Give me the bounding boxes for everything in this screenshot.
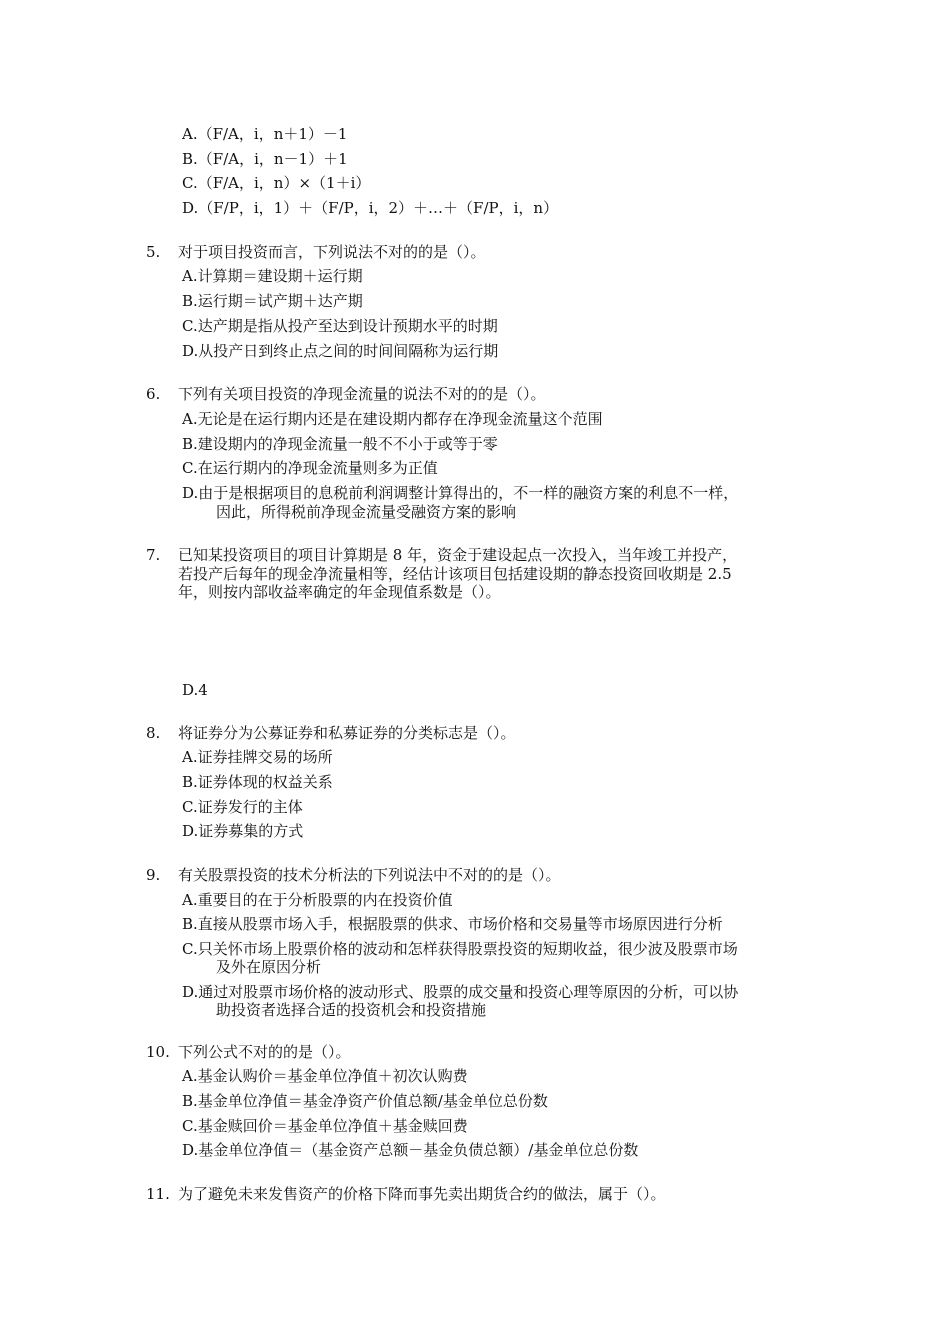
q6-option-d: D.由于是根据项目的息税前利润调整计算得出的，不一样的融资方案的利息不一样， — [182, 484, 739, 502]
q7-option-d: D.4 — [182, 681, 208, 699]
q7-text-line-3: 年，则按内部收益率确定的年金现值系数是（）。 — [178, 583, 501, 601]
q6-option-b: B.建设期内的净现金流量一般不不小于或等于零 — [182, 435, 498, 453]
q10-option-d: D.基金单位净值＝（基金资产总额－基金负债总额）/基金单位总份数 — [182, 1141, 639, 1159]
q8-option-b: B.证券体现的权益关系 — [182, 773, 333, 791]
q9-option-d-continuation: 助投资者选择合适的投资机会和投资措施 — [216, 1001, 487, 1019]
q5-option-b: B.运行期＝试产期＋达产期 — [182, 292, 363, 310]
q8-option-a: A.证券挂牌交易的场所 — [182, 748, 333, 766]
q6-option-d-continuation: 因此，所得税前净现金流量受融资方案的影响 — [216, 503, 517, 521]
q6-text: 下列有关项目投资的净现金流量的说法不对的的是（）。 — [178, 385, 546, 403]
q8-number: 8. — [146, 724, 161, 742]
q6-option-c: C.在运行期内的净现金流量则多为正值 — [182, 459, 438, 477]
q10-text: 下列公式不对的的是（）。 — [178, 1043, 351, 1061]
q10-number: 10. — [146, 1043, 170, 1061]
q10-option-a: A.基金认购价＝基金单位净值＋初次认购费 — [182, 1067, 468, 1085]
q4-option-d: D.（F/P，i，1）＋（F/P，i，2）＋…＋（F/P，i，n） — [182, 199, 559, 217]
q11-number: 11. — [146, 1185, 170, 1203]
q9-text: 有关股票投资的技术分析法的下列说法中不对的的是（）。 — [178, 866, 561, 884]
q5-option-a: A.计算期＝建设期＋运行期 — [182, 267, 363, 285]
q5-option-c: C.达产期是指从投产至达到设计预期水平的时期 — [182, 317, 498, 335]
q11-text: 为了避免未来发售资产的价格下降而事先卖出期货合约的做法，属于（）。 — [178, 1185, 666, 1203]
q9-option-a: A.重要目的在于分析股票的内在投资价值 — [182, 891, 453, 909]
q7-number: 7. — [146, 546, 161, 564]
q10-option-c: C.基金赎回价＝基金单位净值＋基金赎回费 — [182, 1117, 468, 1135]
q6-number: 6. — [146, 385, 161, 403]
q9-option-b: B.直接从股票市场入手，根据股票的供求、市场价格和交易量等市场原因进行分析 — [182, 915, 723, 933]
q9-option-c: C.只关怀市场上股票价格的波动和怎样获得股票投资的短期收益，很少波及股票市场 — [182, 940, 738, 958]
q4-option-a: A.（F/A，i，n＋1）－1 — [182, 125, 348, 143]
q8-option-c: C.证券发行的主体 — [182, 798, 303, 816]
q9-option-c-continuation: 及外在原因分析 — [216, 958, 322, 976]
q4-option-c: C.（F/A，i，n）×（1＋i） — [182, 174, 371, 192]
q5-option-d: D.从投产日到终止点之间的时间间隔称为运行期 — [182, 342, 499, 360]
q10-option-b: B.基金单位净值＝基金净资产价值总额/基金单位总份数 — [182, 1092, 548, 1110]
q8-text: 将证券分为公募证券和私募证券的分类标志是（）。 — [178, 724, 516, 742]
q4-option-b: B.（F/A，i，n－1）＋1 — [182, 150, 348, 168]
q5-number: 5. — [146, 243, 161, 261]
q9-option-d: D.通过对股票市场价格的波动形式、股票的成交量和投资心理等原因的分析，可以协 — [182, 983, 739, 1001]
q5-text: 对于项目投资而言，下列说法不对的的是（）。 — [178, 243, 486, 261]
q9-number: 9. — [146, 866, 161, 884]
q6-option-a: A.无论是在运行期内还是在建设期内都存在净现金流量这个范围 — [182, 410, 603, 428]
q7-text-line-2: 若投产后每年的现金净流量相等，经估计该项目包括建设期的静态投资回收期是 2.5 — [178, 565, 732, 583]
q8-option-d: D.证券募集的方式 — [182, 822, 304, 840]
q7-text-line-1: 已知某投资项目的项目计算期是 8 年，资金于建设起点一次投入，当年竣工并投产， — [178, 546, 738, 564]
